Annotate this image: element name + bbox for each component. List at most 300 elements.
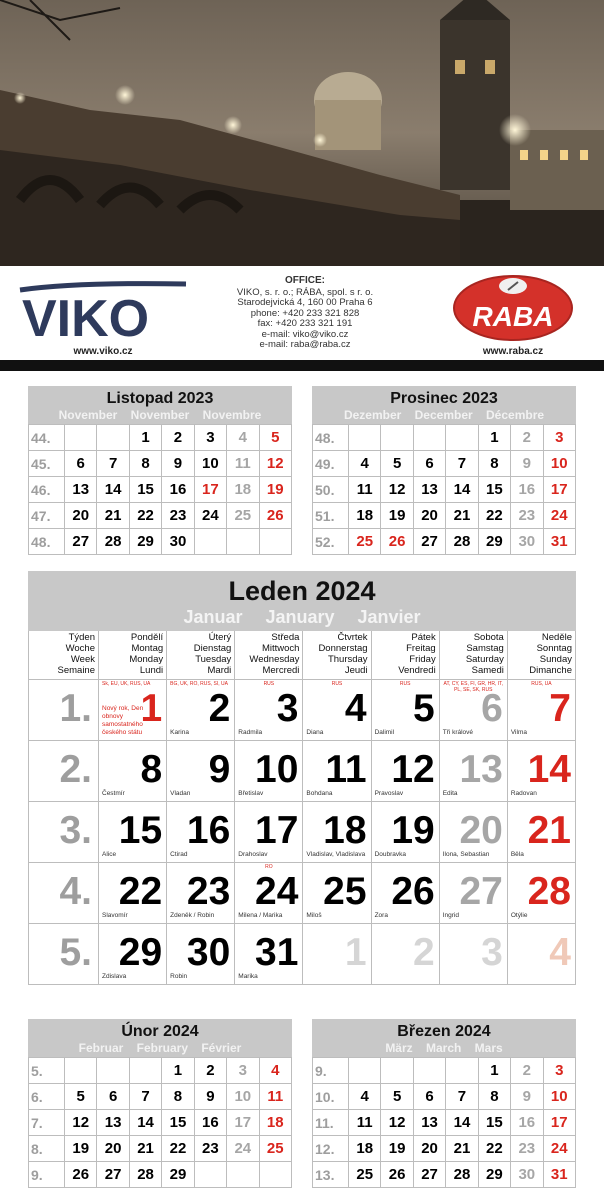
day-cell	[439, 862, 507, 923]
main-calendar-grid	[28, 631, 576, 985]
day-number: 14	[527, 747, 571, 791]
day-number: 3	[481, 930, 503, 974]
day-cell	[349, 425, 381, 451]
day-cell: 15	[162, 1110, 194, 1136]
day-cell	[99, 923, 167, 984]
day-cell: 15	[129, 477, 161, 503]
office-line: fax: +420 233 321 191	[257, 318, 353, 329]
day-cell: 19	[259, 477, 291, 503]
day-cell: 7	[129, 1084, 161, 1110]
day-number: 30	[186, 930, 231, 974]
week-number-cell	[29, 923, 99, 984]
day-cell: 9	[194, 1084, 226, 1110]
mini-calendar-week-row	[313, 529, 576, 555]
day-cell: 24	[227, 1136, 259, 1162]
day-cell: 15	[478, 477, 510, 503]
day-cell	[99, 679, 167, 740]
day-cell: 28	[446, 529, 478, 555]
day-cell: 28	[129, 1162, 161, 1188]
day-cell: 9	[511, 451, 543, 477]
day-cell: 31	[543, 529, 575, 555]
name-day: Ilona, Sebastian	[442, 850, 490, 858]
mini-calendar-grid	[312, 424, 576, 555]
day-number: 11	[325, 747, 367, 791]
day-cell	[167, 923, 235, 984]
day-cell: 1	[162, 1058, 194, 1084]
week-number: 47.	[29, 503, 65, 529]
week-row	[29, 862, 576, 923]
day-cell: 20	[97, 1136, 129, 1162]
day-cell: 14	[446, 477, 478, 503]
day-cell: 22	[162, 1136, 194, 1162]
day-cell	[227, 1162, 259, 1188]
day-cell	[413, 1058, 445, 1084]
day-header-label: Mercredi	[262, 665, 300, 676]
day-cell	[235, 740, 303, 801]
mini-calendar-header	[28, 386, 292, 424]
viko-website: www.viko.cz	[73, 346, 133, 357]
day-cell	[439, 923, 507, 984]
day-cell	[413, 425, 445, 451]
mini-calendar-week-row	[29, 477, 292, 503]
day-cell: 17	[194, 477, 226, 503]
day-number: 2	[208, 686, 231, 730]
name-day: Vladislav, Vladislava	[306, 850, 366, 858]
day-header-label: Donnerstag	[318, 643, 368, 654]
mini-calendar-grid	[312, 1057, 576, 1188]
name-day: Dalimil	[374, 728, 395, 736]
day-number: 29	[118, 930, 163, 974]
day-number: 20	[459, 808, 503, 852]
week-number: 48.	[313, 425, 349, 451]
week-number-cell	[29, 740, 99, 801]
day-cell: 22	[478, 503, 510, 529]
mini-calendar-week-row	[29, 1110, 292, 1136]
week-number: 8.	[29, 1136, 65, 1162]
day-number: 6	[481, 686, 503, 730]
day-cell: 7	[446, 1084, 478, 1110]
week-number: 1.	[59, 686, 92, 730]
day-cell: 25	[259, 1136, 291, 1162]
day-cell: 10	[543, 451, 575, 477]
mini-calendar-week-row	[313, 1110, 576, 1136]
day-header-label: Neděle	[541, 632, 572, 643]
mini-calendar-week-row	[29, 503, 292, 529]
day-cell: 25	[227, 503, 259, 529]
day-cell	[194, 1162, 226, 1188]
week-number-cell	[29, 801, 99, 862]
day-cell: 26	[381, 529, 413, 555]
day-cell: 1	[129, 425, 161, 451]
name-day: Edita	[442, 789, 458, 797]
name-day: Alice	[102, 850, 117, 858]
mini-calendar-grid	[28, 424, 292, 555]
day-header-label: Pátek	[411, 632, 436, 643]
name-day: Ctirad	[170, 850, 188, 858]
day-cell: 21	[446, 503, 478, 529]
day-number: 21	[527, 808, 571, 852]
day-cell: 29	[478, 529, 510, 555]
day-cell: 6	[413, 451, 445, 477]
day-cell	[167, 801, 235, 862]
day-number: 4	[344, 686, 367, 730]
day-cell: 4	[259, 1058, 291, 1084]
day-cell: 8	[478, 451, 510, 477]
day-header-label: Woche	[65, 643, 95, 654]
day-header-label: Semaine	[57, 665, 95, 676]
day-cell: 20	[413, 503, 445, 529]
mini-calendar-week-row	[313, 1162, 576, 1188]
day-cell: 18	[227, 477, 259, 503]
mini-calendar-title: Prosinec 2023	[390, 390, 498, 407]
day-cell: 12	[259, 451, 291, 477]
name-day: Ingrid	[442, 911, 459, 919]
day-cell: 30	[511, 529, 543, 555]
day-cell: 11	[259, 1084, 291, 1110]
day-number: 13	[459, 747, 503, 791]
day-cell: 5	[381, 451, 413, 477]
day-cell: 17	[543, 1110, 575, 1136]
day-number: 31	[255, 930, 299, 974]
mini-calendar-week-row	[313, 1084, 576, 1110]
day-cell: 3	[543, 425, 575, 451]
day-cell: 29	[162, 1162, 194, 1188]
mini-calendar-week-row	[313, 477, 576, 503]
week-row	[29, 740, 576, 801]
day-cell: 19	[381, 503, 413, 529]
main-calendar-header	[28, 571, 576, 631]
name-day: Otýlie	[510, 911, 528, 919]
company-header	[0, 266, 604, 360]
week-column-header	[29, 631, 99, 679]
week-number: 13.	[313, 1162, 349, 1188]
day-cell	[259, 529, 291, 555]
day-cell: 29	[478, 1162, 510, 1188]
day-cell	[97, 1058, 129, 1084]
day-cell: 6	[97, 1084, 129, 1110]
day-cell: 8	[162, 1084, 194, 1110]
day-cell: 6	[413, 1084, 445, 1110]
name-day: Marika	[238, 972, 258, 980]
office-line: e-mail: raba@raba.cz	[259, 339, 351, 350]
day-cell	[227, 529, 259, 555]
mini-calendar-header	[312, 386, 576, 424]
day-cell: 21	[97, 503, 129, 529]
day-header-label: Samstag	[466, 643, 504, 654]
day-cell: 17	[543, 477, 575, 503]
day-number: 15	[118, 808, 163, 852]
day-cell: 5	[259, 425, 291, 451]
day-cell: 23	[162, 503, 194, 529]
day-header-label: Mittwoch	[261, 643, 300, 654]
week-number: 44.	[29, 425, 65, 451]
day-cell: 8	[129, 451, 161, 477]
day-cell: 23	[194, 1136, 226, 1162]
day-header-row	[29, 631, 576, 679]
day-cell	[65, 425, 97, 451]
day-cell: 19	[381, 1136, 413, 1162]
week-number: 11.	[313, 1110, 349, 1136]
mini-calendar-week-row	[29, 1084, 292, 1110]
name-day: Milena / Marika	[238, 911, 283, 919]
week-number: 3.	[59, 808, 92, 852]
name-day: Bohdana	[306, 789, 333, 797]
day-header-label: Freitag	[406, 643, 436, 654]
day-cell: 4	[227, 425, 259, 451]
day-cell: 28	[97, 529, 129, 555]
week-number-cell	[29, 862, 99, 923]
mini-calendar-week-row	[29, 529, 292, 555]
day-number: 22	[118, 869, 163, 913]
day-cell	[507, 801, 575, 862]
day-cell	[235, 801, 303, 862]
photo-image	[0, 0, 604, 266]
name-day: Radmila	[238, 728, 263, 736]
day-number: 4	[549, 930, 571, 974]
week-number: 52.	[313, 529, 349, 555]
day-header-label: Sonntag	[536, 643, 572, 654]
week-number: 12.	[313, 1136, 349, 1162]
day-header-label: Lundi	[139, 665, 164, 676]
day-cell: 3	[227, 1058, 259, 1084]
day-column-header	[303, 631, 371, 679]
day-cell	[167, 740, 235, 801]
day-cell: 1	[478, 1058, 510, 1084]
day-cell	[259, 1162, 291, 1188]
day-number: 23	[186, 869, 231, 913]
office-address	[222, 276, 388, 351]
day-cell	[371, 679, 439, 740]
week-number: 5.	[29, 1058, 65, 1084]
day-column-header	[439, 631, 507, 679]
day-header-label: Dimanche	[529, 665, 572, 676]
week-number: 2.	[59, 747, 92, 791]
day-cell: 13	[413, 1110, 445, 1136]
day-cell: 24	[543, 1136, 575, 1162]
day-cell: 15	[478, 1110, 510, 1136]
holiday-countries: RUS, UA	[531, 680, 552, 687]
day-cell	[303, 740, 371, 801]
day-cell	[371, 740, 439, 801]
day-column-header	[507, 631, 575, 679]
day-cell: 20	[65, 503, 97, 529]
mini-calendar-feb-2024	[28, 1019, 292, 1188]
day-cell: 18	[259, 1110, 291, 1136]
raba-logo	[452, 274, 574, 342]
day-cell	[507, 862, 575, 923]
day-header-label: Vendredi	[398, 665, 436, 676]
mini-calendar-week-row	[29, 451, 292, 477]
day-cell: 30	[162, 529, 194, 555]
day-cell: 31	[543, 1162, 575, 1188]
day-number: 25	[323, 869, 367, 913]
divider-bar	[0, 360, 604, 371]
day-cell: 7	[446, 451, 478, 477]
mini-calendar-week-row	[313, 1058, 576, 1084]
day-cell: 13	[65, 477, 97, 503]
day-number: 19	[391, 808, 435, 852]
day-cell: 25	[349, 1162, 381, 1188]
mini-calendar-subtitle: Dezember December Décembre	[343, 408, 545, 422]
week-number: 9.	[313, 1058, 349, 1084]
calendar-area	[0, 371, 604, 1200]
holiday-countries: Sk, EU, UK, RUS, UA	[102, 680, 151, 687]
name-day: Miloš	[306, 911, 322, 919]
mini-calendar-subtitle: Februar February Février	[78, 1041, 242, 1055]
day-cell: 14	[129, 1110, 161, 1136]
week-number: 48.	[29, 529, 65, 555]
day-cell	[97, 425, 129, 451]
day-cell	[167, 862, 235, 923]
name-day: Nový rok, Den obnovy samostatného českého státu	[102, 704, 144, 736]
office-line: VIKO, s. r. o.; RÁBA, spol. s r. o.	[236, 286, 374, 298]
day-cell	[371, 862, 439, 923]
day-cell: 10	[227, 1084, 259, 1110]
day-cell	[303, 679, 371, 740]
day-cell: 12	[65, 1110, 97, 1136]
day-cell	[99, 801, 167, 862]
name-day: Zdeněk / Robin	[170, 911, 215, 919]
day-cell	[439, 740, 507, 801]
mini-calendar-week-row	[29, 1162, 292, 1188]
name-day: Doubravka	[374, 850, 406, 858]
day-cell: 18	[349, 503, 381, 529]
day-cell	[446, 425, 478, 451]
week-number: 10.	[313, 1084, 349, 1110]
day-header-label: Středa	[271, 632, 300, 643]
day-header-label: Friday	[409, 654, 436, 665]
day-number: 8	[140, 747, 163, 791]
week-number: 4.	[59, 869, 92, 913]
day-cell: 26	[65, 1162, 97, 1188]
holiday-countries: RUS	[331, 680, 343, 687]
main-calendar-title: Leden 2024	[228, 576, 376, 606]
day-number: 12	[391, 747, 435, 791]
day-cell: 26	[259, 503, 291, 529]
name-day: Zora	[374, 911, 388, 919]
day-cell: 3	[194, 425, 226, 451]
mini-calendar-grid	[28, 1057, 292, 1188]
day-cell: 1	[478, 425, 510, 451]
day-column-header	[167, 631, 235, 679]
name-day: Tři králové	[442, 728, 474, 736]
day-header-label: Monday	[129, 654, 164, 665]
day-cell: 28	[446, 1162, 478, 1188]
day-cell	[65, 1058, 97, 1084]
day-cell: 2	[162, 425, 194, 451]
day-header-label: Thursday	[327, 654, 368, 665]
day-cell	[446, 1058, 478, 1084]
mini-calendar-title: Únor 2024	[121, 1023, 199, 1040]
day-header-label: Mardi	[207, 665, 232, 676]
day-cell: 8	[478, 1084, 510, 1110]
day-cell: 27	[65, 529, 97, 555]
day-number: 2	[413, 930, 435, 974]
day-cell: 16	[511, 477, 543, 503]
raba-website: www.raba.cz	[482, 346, 544, 357]
day-cell: 22	[478, 1136, 510, 1162]
week-number: 6.	[29, 1084, 65, 1110]
day-cell: 5	[381, 1084, 413, 1110]
name-day: Karina	[170, 728, 189, 736]
day-header-label: Montag	[131, 643, 164, 654]
mini-calendar-week-row	[29, 1058, 292, 1084]
holiday-countries: RUS	[263, 680, 275, 687]
day-cell: 4	[349, 1084, 381, 1110]
holiday-countries: BG, UK, RO, RUS, SI, UA	[170, 680, 228, 687]
day-cell	[371, 801, 439, 862]
day-cell	[507, 679, 575, 740]
day-cell: 12	[381, 1110, 413, 1136]
day-cell: 24	[543, 503, 575, 529]
week-number: 5.	[59, 930, 92, 974]
day-number: 17	[255, 808, 299, 852]
mini-calendar-mar-2024	[312, 1019, 576, 1188]
day-cell: 5	[65, 1084, 97, 1110]
day-cell	[507, 923, 575, 984]
week-row	[29, 801, 576, 862]
day-column-header	[235, 631, 303, 679]
day-cell: 10	[194, 451, 226, 477]
day-number: 16	[186, 808, 231, 852]
day-header-label: Samedi	[471, 665, 504, 676]
office-line: e-mail: viko@viko.cz	[261, 328, 349, 340]
day-cell: 23	[511, 1136, 543, 1162]
day-cell	[235, 679, 303, 740]
name-day: Robin	[170, 972, 188, 980]
day-cell: 9	[511, 1084, 543, 1110]
day-cell: 16	[162, 477, 194, 503]
mini-calendar-week-row	[313, 425, 576, 451]
day-cell: 26	[381, 1162, 413, 1188]
mini-calendar-title: Březen 2024	[397, 1023, 491, 1040]
day-cell	[303, 923, 371, 984]
day-cell: 11	[227, 451, 259, 477]
day-cell: 16	[194, 1110, 226, 1136]
day-cell	[381, 1058, 413, 1084]
mini-calendar-week-row	[313, 451, 576, 477]
day-cell: 13	[413, 477, 445, 503]
day-header-label: Wednesday	[249, 654, 300, 665]
raba-logo-text: RABA	[472, 301, 554, 332]
name-day: Slavomír	[102, 911, 128, 919]
day-cell: 21	[446, 1136, 478, 1162]
name-day: Čestmír	[102, 789, 125, 797]
holiday-countries: RO	[265, 863, 273, 870]
day-header-label: Sunday	[539, 654, 572, 665]
day-cell	[381, 425, 413, 451]
day-cell: 27	[97, 1162, 129, 1188]
day-cell: 27	[413, 529, 445, 555]
mini-calendar-header	[28, 1019, 292, 1057]
mini-calendar-nov-2023	[28, 386, 292, 555]
mini-calendar-week-row	[313, 1136, 576, 1162]
day-header-label: Týden	[68, 632, 95, 643]
office-title: OFFICE:	[285, 275, 325, 286]
day-header-label: Jeudi	[344, 665, 368, 676]
day-number: 7	[549, 686, 571, 730]
mini-calendar-week-row	[29, 425, 292, 451]
day-number: 9	[208, 747, 231, 791]
office-line: Starodejvická 4, 160 00 Praha 6	[237, 297, 373, 308]
week-number-cell	[29, 679, 99, 740]
day-cell	[439, 679, 507, 740]
day-number: 10	[255, 747, 299, 791]
day-header-label: Dienstag	[193, 643, 232, 654]
prague-night-photo	[0, 0, 604, 266]
day-cell: 17	[227, 1110, 259, 1136]
day-cell: 16	[511, 1110, 543, 1136]
